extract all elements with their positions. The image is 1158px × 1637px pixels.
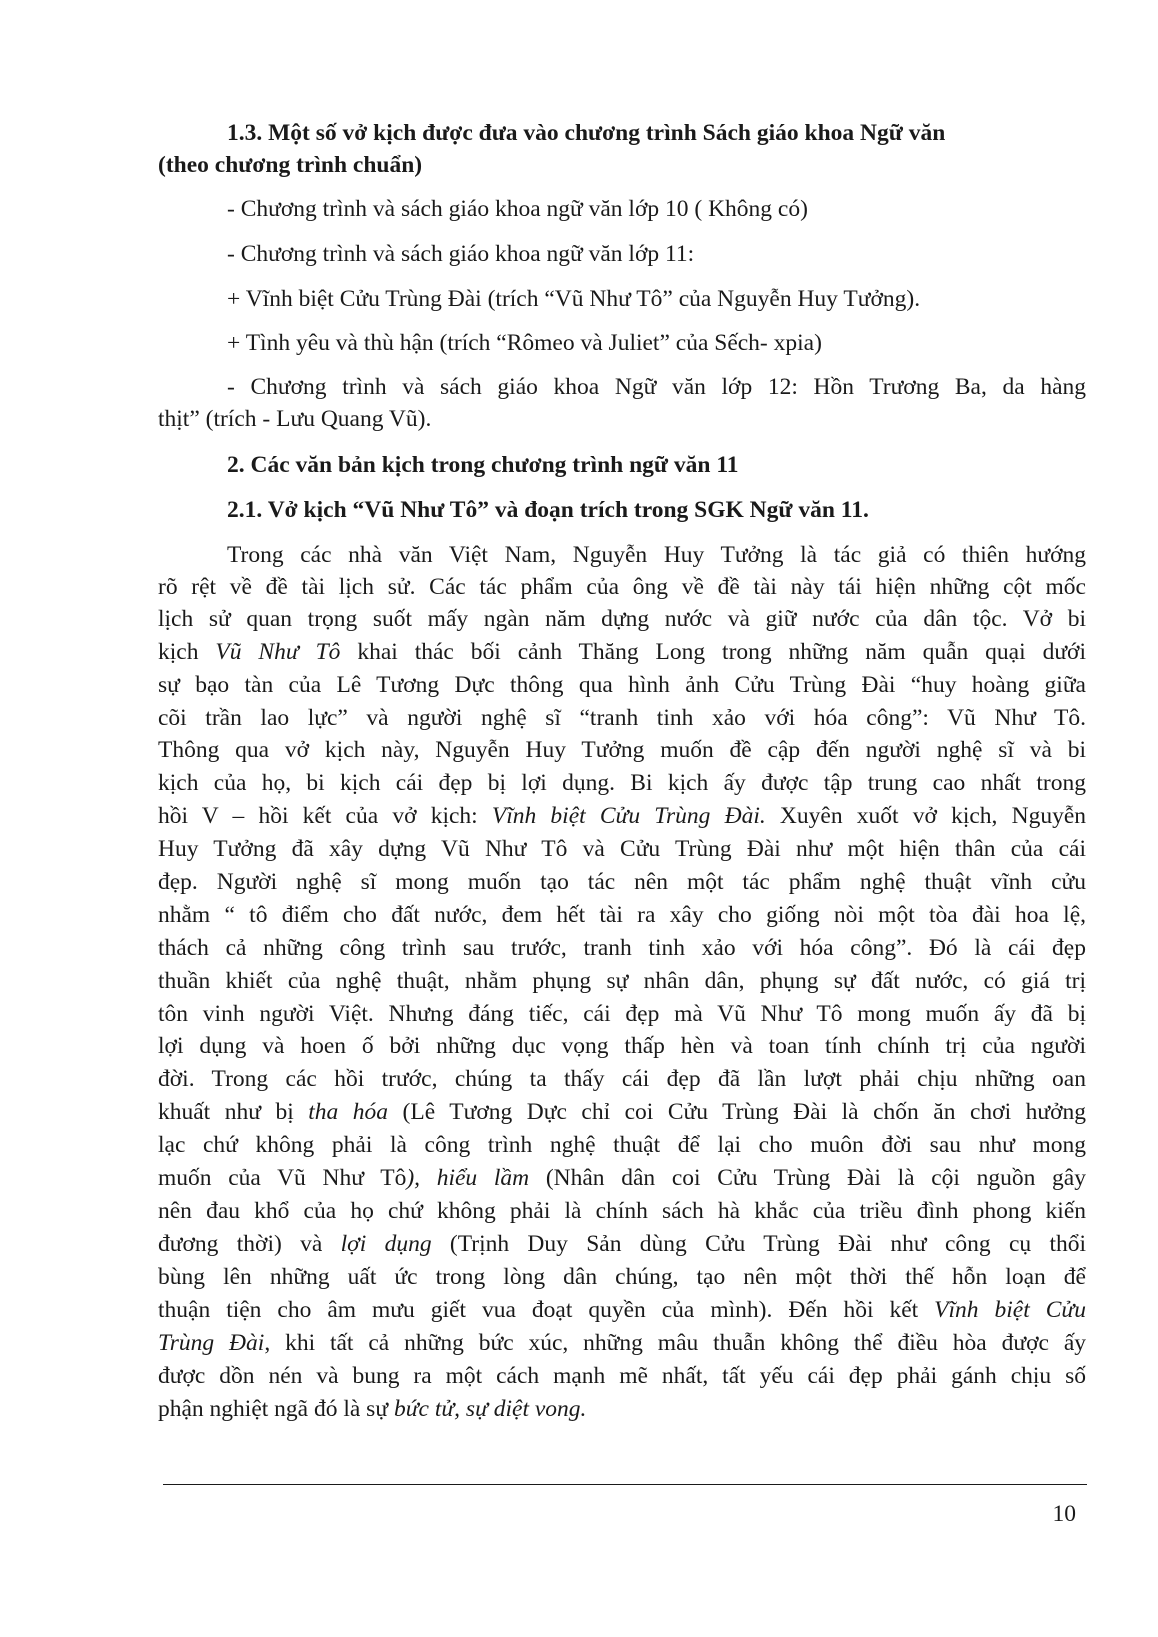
italic-term: bức tử, sự diệt vong. [393, 1396, 587, 1422]
paragraph-line: cõi trần lao lực” và người nghệ sĩ “tranh tinh xảo với hóa công”: Vũ Như Tô. [158, 705, 1086, 731]
page-number: 10 [1052, 1501, 1076, 1527]
paragraph-line: đẹp. Người nghệ sĩ mong muốn tạo tác nên một tác phẩm nghệ thuật vĩnh cửu [158, 869, 1086, 895]
list-item-grade-12-line2: thịt” (trích - Lưu Quang Vũ). [158, 406, 432, 432]
paragraph-line: kịch Vũ Như Tô khai thác bối cảnh Thăng Long trong những năm quẫn quại dưới [158, 639, 1087, 665]
list-item-grade-10: - Chương trình và sách giáo khoa ngữ văn lớp 10 ( Không có) [227, 196, 808, 222]
paragraph-line: Huy Tưởng đã xây dựng Vũ Như Tô và Cửu Trùng Đài như một hiện thân của cái [158, 836, 1086, 862]
paragraph-line: lợi dụng và hoen ố bởi những dục vọng thấp hèn và toan tính chính trị của người [158, 1033, 1086, 1059]
paragraph-line: phận nghiệt ngã đó là sự bức tử, sự diệt vong. [158, 1396, 587, 1422]
paragraph-line: nhằm “ tô điểm cho đất nước, đem hết tài ra xây cho giống nòi một tòa đài hoa lệ, [158, 902, 1086, 928]
paragraph-line: Thông qua vở kịch này, Nguyễn Huy Tưởng muốn đề cập đến người nghệ sĩ và bi [158, 737, 1086, 763]
paragraph-line: tôn vinh người Việt. Nhưng đáng tiếc, cái đẹp mà Vũ Như Tô mong muốn ấy đã bị [158, 1001, 1086, 1027]
list-item-grade-12-line1: - Chương trình và sách giáo khoa Ngữ văn lớp 12: Hồn Trương Ba, da hàng [227, 374, 1086, 400]
list-item-romeo: + Tình yêu và thù hận (trích “Rômeo và Juliet” của Sếch- xpia) [227, 330, 822, 356]
paragraph-line: đương thời) và lợi dụng (Trịnh Duy Sản dùng Cửu Trùng Đài như công cụ thổi [158, 1231, 1087, 1257]
paragraph-line: muốn của Vũ Như Tô), hiểu lầm (Nhân dân coi Cửu Trùng Đài là cội nguồn gây [158, 1165, 1086, 1191]
paragraph-line: thách cả những công trình sau trước, tranh tinh xảo với hóa công”. Đó là cái đẹp [158, 935, 1086, 961]
paragraph-line: lạc chứ không phải là công trình nghệ thuật để lại cho muôn đời sau như mong [158, 1132, 1086, 1158]
italic-title: Trùng Đài [158, 1330, 265, 1356]
paragraph-line: rõ rệt về đề tài lịch sử. Các tác phẩm của ông về đề tài này tái hiện những cột mốc [158, 574, 1086, 600]
italic-title: Vũ Như Tô [215, 639, 341, 665]
paragraph-line: sự bạo tàn của Lê Tương Dực thông qua hình ảnh Cửu Trùng Đài “huy hoàng giữa [158, 672, 1086, 698]
list-item-grade-11: - Chương trình và sách giáo khoa ngữ văn lớp 11: [227, 241, 695, 267]
italic-title: Vĩnh biệt Cửu [934, 1297, 1086, 1323]
paragraph-line: kịch của họ, bi kịch cái đẹp bị lợi dụng. Bi kịch ấy được tập trung cao nhất trong [158, 770, 1086, 796]
heading-2-1: 2.1. Vở kịch “Vũ Như Tô” và đoạn trích trong SGK Ngữ văn 11. [227, 497, 869, 523]
heading-1-3-line1: 1.3. Một số vở kịch được đưa vào chương trình Sách giáo khoa Ngữ văn [227, 120, 946, 146]
heading-1-3-line2: (theo chương trình chuẩn) [158, 152, 423, 178]
footer-divider [163, 1484, 1087, 1485]
paragraph-line: Trùng Đài, khi tất cả những bức xúc, những mâu thuẫn không thể điều hòa được ấy [158, 1330, 1087, 1356]
italic-term: ), hiểu lầm [406, 1165, 530, 1191]
italic-title: Vĩnh biệt Cửu Trùng Đài. [491, 803, 766, 829]
paragraph-line: nên đau khổ của họ chứ không phải là chính sách hà khắc của triều đình phong kiến [158, 1198, 1086, 1224]
paragraph-line: khuất như bị tha hóa (Lê Tương Dực chỉ coi Cửu Trùng Đài là chốn ăn chơi hưởng [158, 1099, 1087, 1125]
paragraph-line: được dồn nén và bung ra một cách mạnh mẽ nhất, tất yếu cái đẹp phải gánh chịu số [158, 1363, 1086, 1389]
paragraph-line: bùng lên những uất ức trong lòng dân chúng, tạo nên một thời thế hỗn loạn để [158, 1264, 1086, 1290]
paragraph-line: hồi V – hồi kết của vở kịch: Vĩnh biệt Cửu Trùng Đài. Xuyên xuốt vở kịch, Nguyễn [158, 803, 1086, 829]
italic-term: lợi dụng [340, 1231, 432, 1257]
paragraph-line: Trong các nhà văn Việt Nam, Nguyễn Huy Tưởng là tác giả có thiên hướng [227, 542, 1086, 568]
paragraph-line: đời. Trong các hồi trước, chúng ta thấy cái đẹp đã lần lượt phải chịu những oan [158, 1066, 1086, 1092]
paragraph-line: thuận tiện cho âm mưu giết vua đoạt quyền của mình). Đến hồi kết Vĩnh biệt Cửu [158, 1297, 1086, 1323]
italic-term: tha hóa [308, 1099, 389, 1125]
heading-2: 2. Các văn bản kịch trong chương trình ngữ văn 11 [227, 452, 739, 478]
paragraph-line: lịch sử quan trọng suốt mấy ngàn năm dựng nước và giữ nước của dân tộc. Vở bi [158, 606, 1086, 632]
list-item-vinh-biet: + Vĩnh biệt Cửu Trùng Đài (trích “Vũ Như Tô” của Nguyễn Huy Tưởng). [227, 286, 921, 312]
paragraph-line: thuần khiết của nghệ thuật, nhằm phụng sự nhân dân, phụng sự đất nước, có giá trị [158, 968, 1086, 994]
